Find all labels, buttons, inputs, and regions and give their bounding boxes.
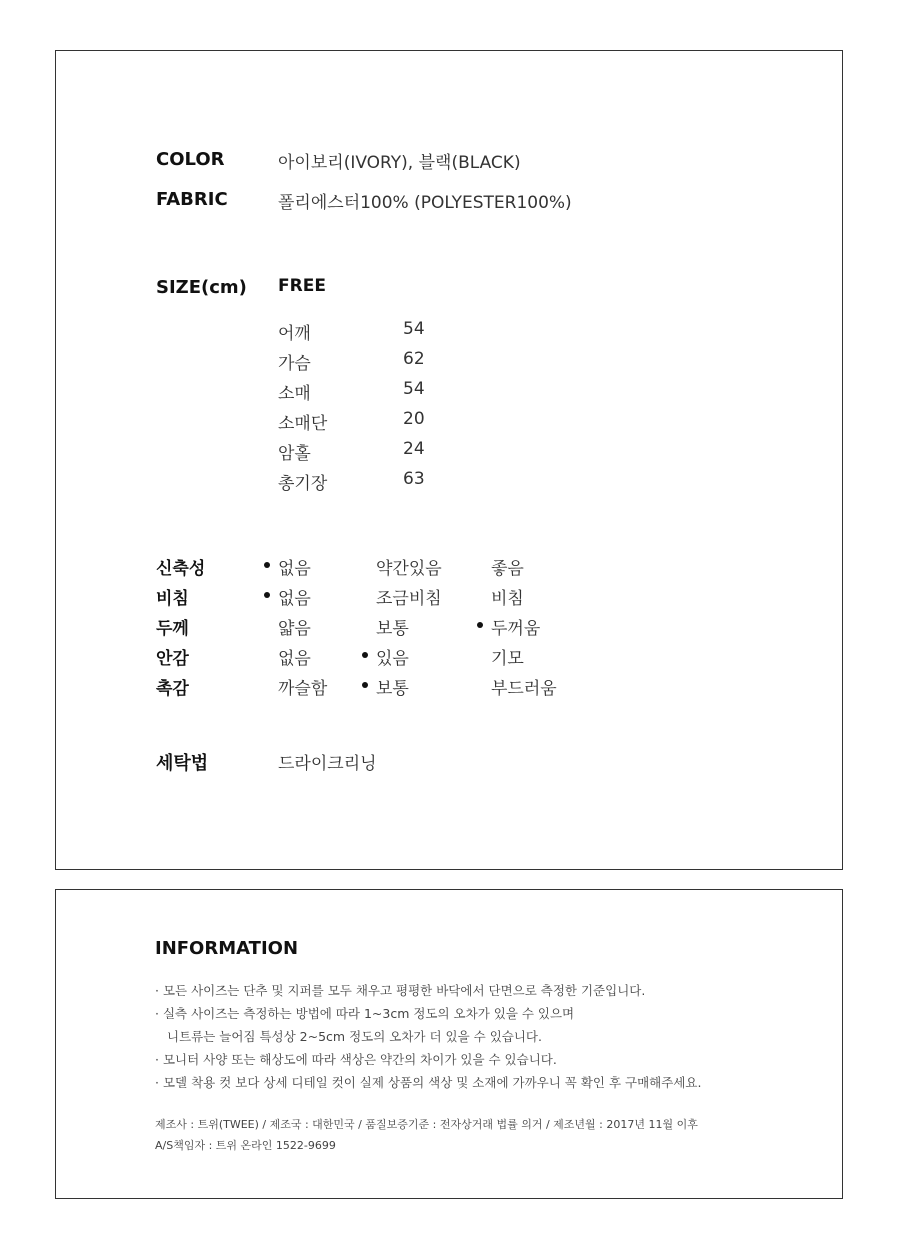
as-contact-info: A/S책임자 : 트위 온라인 1522-9699 xyxy=(155,1139,336,1152)
property-option: 없음 xyxy=(278,649,311,669)
info-line: · 모델 착용 컷 보다 상세 디테일 컷이 실제 상품의 색상 및 소재에 가까우니 꼭 확인 후 구매해주세요. xyxy=(155,1075,702,1090)
washing-label: 세탁법 xyxy=(156,753,209,774)
size-row xyxy=(278,349,478,374)
size-value: FREE xyxy=(278,276,326,296)
selected-dot-icon xyxy=(362,652,368,658)
size-row xyxy=(278,409,478,434)
property-row-stretch xyxy=(156,554,716,580)
property-option: 없음 xyxy=(278,584,311,609)
size-row-value: 63 xyxy=(403,469,425,489)
property-option: 비침 xyxy=(491,589,524,609)
size-row-name: 어깨 xyxy=(278,324,311,344)
property-label: 비침 xyxy=(156,589,189,609)
size-row-value: 54 xyxy=(403,379,425,399)
size-row xyxy=(278,319,478,344)
info-line: · 모든 사이즈는 단추 및 지퍼를 모두 채우고 평평한 바닥에서 단면으로 측정한 기준입니다. xyxy=(155,983,646,998)
property-option: 두꺼움 xyxy=(491,614,540,639)
size-row-name: 암홀 xyxy=(278,444,311,464)
selected-dot-icon xyxy=(362,682,368,688)
property-row-sheer xyxy=(156,584,716,610)
property-option: 없음 xyxy=(278,554,311,579)
property-row-texture xyxy=(156,674,716,700)
info-line: 니트류는 늘어짐 특성상 2~5cm 정도의 오차가 더 있을 수 있습니다. xyxy=(167,1029,542,1044)
size-row-name: 총기장 xyxy=(278,474,328,494)
washing-value: 드라이크리닝 xyxy=(278,754,377,774)
property-option: 까슬함 xyxy=(278,679,328,699)
property-row-lining xyxy=(156,644,716,670)
size-row-value: 24 xyxy=(403,439,425,459)
color-value: 아이보리(IVORY), 블랙(BLACK) xyxy=(278,153,521,173)
size-row xyxy=(278,379,478,404)
size-label: SIZE(cm) xyxy=(156,277,247,298)
size-row-name: 가슴 xyxy=(278,354,311,374)
size-row-name: 소매단 xyxy=(278,414,328,434)
color-label: COLOR xyxy=(156,149,225,170)
information-panel xyxy=(55,889,843,1199)
size-row-name: 소매 xyxy=(278,384,311,404)
property-option: 보통 xyxy=(376,674,409,699)
property-option: 있음 xyxy=(376,644,409,669)
size-row xyxy=(278,469,478,494)
property-option: 부드러움 xyxy=(491,679,557,699)
property-label: 두께 xyxy=(156,619,189,639)
property-option: 보통 xyxy=(376,619,409,639)
property-option: 좋음 xyxy=(491,559,524,579)
property-label: 안감 xyxy=(156,649,189,669)
info-title: INFORMATION xyxy=(155,938,299,959)
size-row xyxy=(278,439,478,464)
size-row-value: 62 xyxy=(403,349,425,369)
selected-dot-icon xyxy=(264,562,270,568)
size-row-value: 54 xyxy=(403,319,425,339)
selected-dot-icon xyxy=(264,592,270,598)
property-option: 조금비침 xyxy=(376,589,442,609)
selected-dot-icon xyxy=(477,622,483,628)
size-row-value: 20 xyxy=(403,409,425,429)
manufacturer-info: 제조사 : 트위(TWEE) / 제조국 : 대한민국 / 품질보증기준 : 전자상거래 법률 의거 / 제조년월 : 2017년 11월 이후 xyxy=(155,1118,698,1131)
property-label: 촉감 xyxy=(156,679,189,699)
property-row-thickness xyxy=(156,614,716,640)
property-option: 기모 xyxy=(491,649,524,669)
property-option: 얇음 xyxy=(278,619,311,639)
fabric-value: 폴리에스터100% (POLYESTER100%) xyxy=(278,193,572,213)
info-line: · 모니터 사양 또는 해상도에 따라 색상은 약간의 차이가 있을 수 있습니다. xyxy=(155,1052,557,1067)
info-line: · 실측 사이즈는 측정하는 방법에 따라 1~3cm 정도의 오차가 있을 수 있으며 xyxy=(155,1006,575,1021)
product-spec-panel xyxy=(55,50,843,870)
property-option: 약간있음 xyxy=(376,559,442,579)
property-label: 신축성 xyxy=(156,559,206,579)
fabric-label: FABRIC xyxy=(156,189,228,210)
